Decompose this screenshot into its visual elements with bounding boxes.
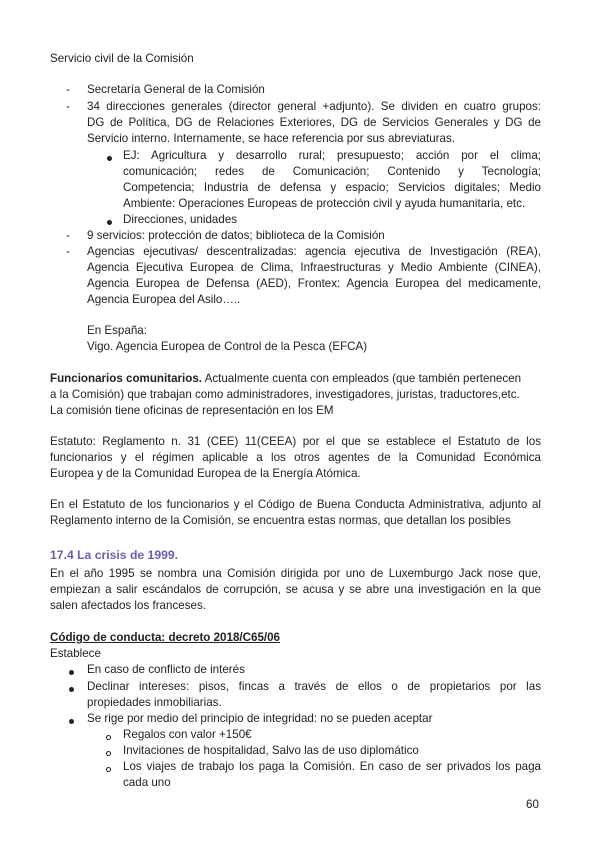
page-number: 60 xyxy=(526,798,539,811)
bullet-marker xyxy=(69,687,74,692)
ej-line: Competencia; Industria de defensa y espacio; Servicios digitales; Medio xyxy=(123,181,541,194)
conducta-bullet-conflicto: En caso de conflicto de interés xyxy=(87,663,245,676)
crisis-heading: 17.4 La crisis de 1999. xyxy=(50,548,179,562)
crisis-line: empiezan a salir escándalos de corrupción, se acusa y se abre una investigación en la que xyxy=(50,583,541,596)
dash-marker: - xyxy=(66,83,70,96)
agencias-line: Agencia Europea de Defensa (AED), Frontex: Agencia Europea del medicamente, xyxy=(87,277,541,290)
dash-marker: - xyxy=(66,245,70,258)
estatuto-line: Europea y de la Comunidad Europea de la Energía Atómica. xyxy=(50,467,361,480)
espana-text: Vigo. Agencia Europea de Control de la Pesca (EFCA) xyxy=(87,340,368,353)
estatuto-line: funcionarios y el régimen aplicable a los otros agentes de la Comunidad Económica xyxy=(50,451,541,464)
dash-marker: - xyxy=(66,100,70,113)
ej-line: Ambiente: Operaciones Europeas de protección civil y ayuda humanitaria, etc. xyxy=(123,197,526,210)
dash-item-secretaria: Secretaría General de la Comisión xyxy=(87,83,265,96)
integridad-sub-viajes: Los viajes de trabajo los paga la Comisión. En caso de ser privados los paga xyxy=(123,760,541,773)
dash-item-direcciones: 34 direcciones generales (director general +adjunto). Se dividen en cuatro grupos: xyxy=(87,100,541,113)
circle-marker xyxy=(106,751,111,756)
estatuto-line: Estatuto: Reglamento n. 31 (CEE) 11(CEEA) por el que se establece el Estatuto de los xyxy=(50,435,541,448)
funcionarios-bold: Funcionarios comunitarios. xyxy=(50,372,203,385)
dg-line: DG de Política, DG de Relaciones Exteriores, DG de Servicios Generales y DG de xyxy=(87,116,541,129)
codigo-line: En el Estatuto de los funcionarios y el Código de Buena Conducta Administrativa, adjunto al xyxy=(50,498,541,511)
ej-line: EJ: Agricultura y desarrollo rural; presupuesto; acción por el clima; xyxy=(123,149,541,162)
integridad-sub-invitaciones: Invitaciones de hospitalidad, Salvo las de uso diplomático xyxy=(123,744,419,757)
espana-label: En España: xyxy=(87,324,147,337)
section-title: Servicio civil de la Comisión xyxy=(50,52,194,65)
dash-item-servicios: 9 servicios: protección de datos; biblioteca de la Comisión xyxy=(87,229,385,242)
establece-label: Establece xyxy=(50,647,101,660)
ej-bullet-direcciones: Direcciones, unidades xyxy=(123,213,238,226)
dg-line: Servicio interno. Internamente, se hace referencia por sus abreviaturas. xyxy=(87,132,455,145)
conducta-bullet-declinar: Declinar intereses: pisos, fincas a través de ellos o de propietarios por las xyxy=(87,680,541,693)
ej-line: comunicación; redes de Comunicación; Contenido y Tecnología; xyxy=(123,165,541,178)
bullet-marker xyxy=(69,670,74,675)
funcionarios-line2: a la Comisión) que trabajan como administradores, investigadores, juristas, traductores,etc. xyxy=(50,388,520,401)
funcionarios-rest: Actualmente cuenta con empleados (que también pertenecen xyxy=(202,372,522,385)
agencias-line: Agencia Ejecutiva Europea de Clima, Infraestructuras y Medio Ambiente (CINEA), xyxy=(87,261,541,274)
declinar-line2: propiedades inmobiliarias. xyxy=(87,696,222,709)
crisis-line: En el año 1995 se nombra una Comisión dirigida por uno de Luxemburgo Jack nose que, xyxy=(50,567,541,580)
conducta-bullet-integridad: Se rige por medio del principio de integridad: no se pueden aceptar xyxy=(87,712,433,725)
bullet-marker xyxy=(107,220,112,225)
agencias-line: Agencia Europea del Asilo….. xyxy=(87,293,241,306)
dash-item-agencias: Agencias ejecutivas/ descentralizadas: agencia ejecutiva de Investigación (REA), xyxy=(87,245,541,258)
viajes-line2: cada uno xyxy=(123,776,171,789)
dash-marker: - xyxy=(66,229,70,242)
conducta-heading: Código de conducta: decreto 2018/C65/06 xyxy=(50,631,281,644)
bullet-marker xyxy=(107,156,112,161)
crisis-line: salen afectados los franceses. xyxy=(50,599,206,612)
codigo-line: Reglamento interno de la Comisión, se encuentra estas normas, que detallan los posibles xyxy=(50,514,511,527)
integridad-sub-regalos: Regalos con valor +150€ xyxy=(123,728,252,741)
circle-marker xyxy=(106,767,111,772)
circle-marker xyxy=(106,735,111,740)
funcionarios-line3: La comisión tiene oficinas de representación en los EM xyxy=(50,404,334,417)
funcionarios-line1 xyxy=(50,371,521,388)
bullet-marker xyxy=(69,719,74,724)
